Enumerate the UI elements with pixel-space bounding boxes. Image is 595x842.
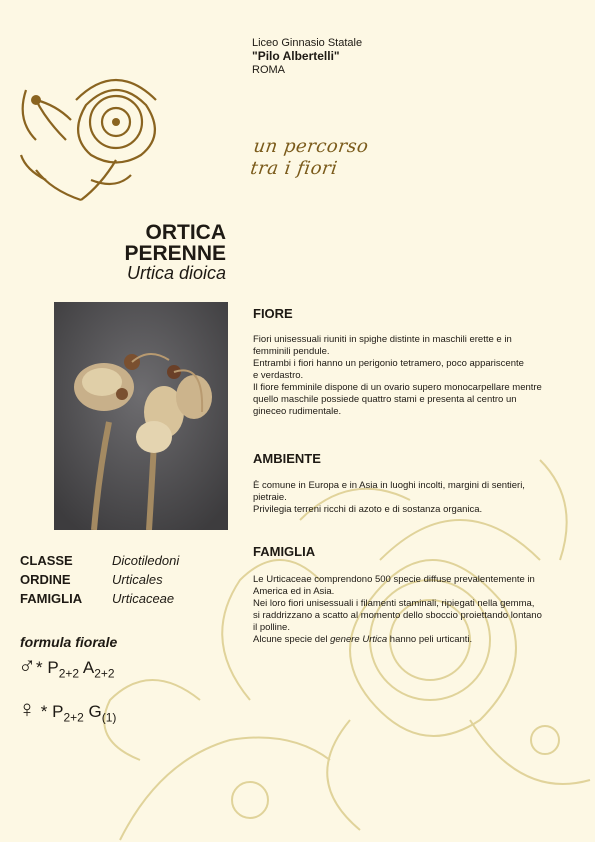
formula-female: [18, 696, 116, 724]
school-line1: Liceo Ginnasio Statale: [252, 37, 363, 49]
classification-value: Urticales: [112, 572, 163, 587]
classification-row: [20, 570, 179, 589]
school-header: [252, 37, 362, 77]
ambiente-line: Privilegia terreni ricchi di azoto e di sostanza organica.: [253, 504, 483, 515]
famiglia-line: America ed in Asia.: [253, 586, 335, 597]
classification-key: CLASSE: [20, 553, 73, 568]
formula-gynoecium-sub: (1): [101, 710, 117, 725]
ambiente-line: pietraie.: [253, 492, 287, 503]
male-symbol-icon: ♂: [18, 652, 36, 679]
fiore-line: quello maschile possiede quattro stami e presenta al centro un: [253, 394, 517, 405]
fiore-line: e verdastro.: [253, 370, 304, 381]
formula-perigonium-sub: 2+2: [58, 666, 80, 681]
formula-star: *: [40, 702, 48, 721]
classification-value: Urticaceae: [112, 591, 175, 606]
famiglia-last-line: [253, 634, 578, 646]
famiglia-line: Le Urticaceae comprendono 500 specie diffuse prevalentemente in: [253, 574, 535, 585]
flower-photo: [54, 302, 228, 530]
section-ambiente-text: [253, 480, 578, 516]
section-fiore-heading: FIORE: [253, 306, 293, 321]
famiglia-line: il polline.: [253, 622, 290, 633]
ambiente-line: È comune in Europa e in Asia in luoghi incolti, margini di sentieri,: [253, 480, 525, 491]
classification-key: ORDINE: [20, 572, 71, 587]
classification-row: [20, 589, 179, 608]
formula-androecium: A: [82, 658, 95, 677]
classification-table: [20, 551, 179, 608]
school-name: "Pilo Albertelli": [252, 49, 340, 63]
tagline-line2: tra i fiori: [249, 158, 339, 179]
fiore-line: femminili pendule.: [253, 346, 330, 357]
formula-perigonium: P: [52, 702, 64, 721]
school-city: ROMA: [252, 64, 285, 76]
famiglia-line: Nei loro fiori unisessuali i filamenti staminali, ripiegati nella gemma,: [253, 598, 535, 609]
famiglia-last-prefix: Alcune specie del: [253, 634, 331, 645]
plant-title: [124, 222, 226, 264]
formula-gynoecium: G: [88, 702, 102, 721]
rose-emblem-icon: [6, 60, 186, 210]
formula-perigonium: P: [47, 658, 59, 677]
section-ambiente-heading: AMBIENTE: [253, 451, 321, 466]
formula-male: [18, 652, 115, 680]
formula-androecium-sub: 2+2: [94, 666, 115, 681]
section-fiore-text: [253, 334, 578, 418]
fiore-line: Entrambi i fiori hanno un perigonio tetramero, poco appariscente: [253, 358, 524, 369]
section-famiglia-heading: FAMIGLIA: [253, 544, 316, 559]
formula-star: *: [36, 658, 43, 677]
formula-perigonium-sub: 2+2: [63, 710, 84, 725]
fiore-line: Fiori unisessuali riuniti in spighe distinte in maschili erette e in: [253, 334, 512, 345]
tagline: [249, 136, 370, 180]
plant-name-line1: ORTICA: [145, 221, 226, 244]
plant-latin-name: Urtica dioica: [126, 263, 226, 283]
fiore-line: gineceo rudimentale.: [253, 406, 342, 417]
plant-name-line2: PERENNE: [124, 242, 226, 265]
female-symbol-icon: ♀: [18, 696, 36, 723]
flower-photo-image: [54, 302, 228, 530]
classification-key: FAMIGLIA: [20, 591, 83, 606]
formula-heading: formula fiorale: [20, 634, 118, 650]
classification-value: Dicotiledoni: [112, 553, 180, 568]
famiglia-last-italic: genere Urtica: [330, 634, 388, 645]
classification-row: [20, 551, 179, 570]
fiore-line: Il fiore femminile dispone di un ovario supero monocarpellare mentre: [253, 382, 542, 393]
section-famiglia-text: [253, 574, 578, 646]
famiglia-last-suffix: hanno peli urticanti.: [387, 634, 473, 645]
famiglia-line: si raddrizzano a scatto al momento dello sbocciо proiettando lontano: [253, 610, 542, 621]
tagline-line1: un percorso: [252, 136, 370, 157]
